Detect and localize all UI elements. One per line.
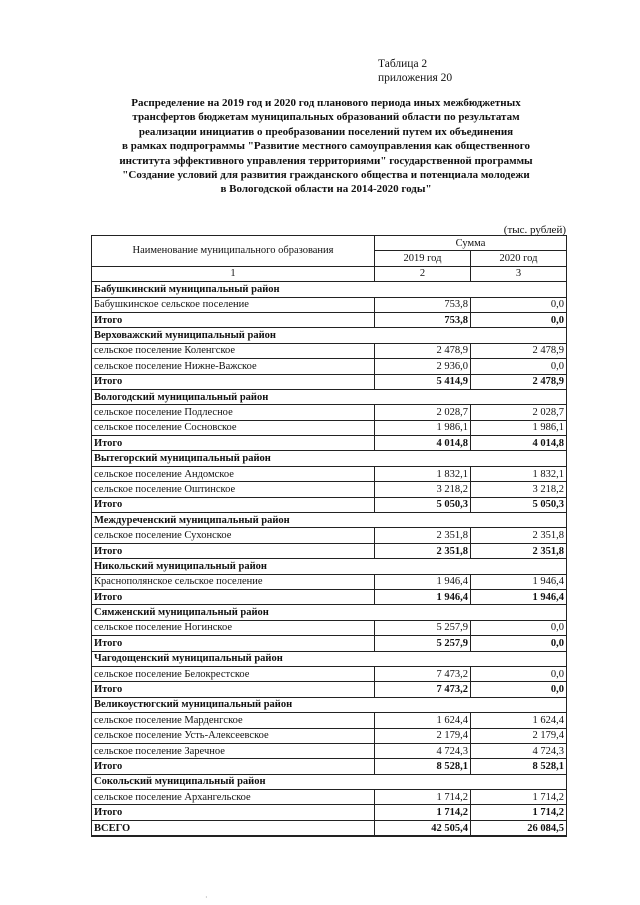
settlement-row: [92, 713, 567, 728]
title-line: института эффективного управления территориями" государственной программы: [119, 154, 533, 167]
amount-2019: 753,8: [375, 297, 471, 312]
total-2020: 5 050,3: [471, 497, 567, 512]
total-label: Итого: [92, 497, 375, 512]
table-body: [92, 282, 567, 837]
total-2020: 2 478,9: [471, 374, 567, 389]
settlement-row: [92, 728, 567, 743]
settlement-name: сельское поселение Сосновское: [92, 420, 375, 435]
settlement-name: сельское поселение Усть-Алексеевское: [92, 728, 375, 743]
total-2019: 7 473,2: [375, 682, 471, 697]
grand-total-2019: 42 505,4: [375, 820, 471, 836]
amount-2019: 1 714,2: [375, 790, 471, 805]
total-label: Итого: [92, 543, 375, 558]
header-row-1: [92, 236, 567, 251]
total-2019: 1 946,4: [375, 589, 471, 604]
amount-2020: 0,0: [471, 666, 567, 681]
settlement-row: [92, 482, 567, 497]
header-year-2020: 2020 год: [471, 251, 567, 266]
district-name: Вытегорский муниципальный район: [92, 451, 567, 466]
header-sum-cell: Сумма: [375, 236, 567, 251]
settlement-name: сельское поселение Оштинское: [92, 482, 375, 497]
district-row: [92, 774, 567, 789]
settlement-row: [92, 297, 567, 312]
total-2019: 5 257,9: [375, 636, 471, 651]
amount-2020: 0,0: [471, 620, 567, 635]
settlement-row: [92, 466, 567, 481]
district-name: Бабушкинский муниципальный район: [92, 282, 567, 297]
district-row: [92, 697, 567, 712]
district-row: [92, 605, 567, 620]
total-2020: 2 351,8: [471, 543, 567, 558]
amount-2019: 2 936,0: [375, 359, 471, 374]
district-row: [92, 513, 567, 528]
amount-2020: 1 946,4: [471, 574, 567, 589]
district-name: Чагодощенский муниципальный район: [92, 651, 567, 666]
settlement-row: [92, 343, 567, 358]
amount-2020: 1 624,4: [471, 713, 567, 728]
amount-2020: 2 179,4: [471, 728, 567, 743]
column-number-3: 3: [471, 266, 567, 281]
district-total-row: [92, 589, 567, 604]
title-line: реализации инициатив о преобразовании поселений путем их объединения: [138, 125, 514, 138]
total-2019: 2 351,8: [375, 543, 471, 558]
title-line: трансфертов бюджетам муниципальных образований области по результатам: [132, 111, 520, 124]
total-2019: 753,8: [375, 312, 471, 327]
total-2020: 1 946,4: [471, 589, 567, 604]
total-2019: 5 414,9: [375, 374, 471, 389]
document-title: [86, 96, 566, 197]
amount-2019: 5 257,9: [375, 620, 471, 635]
settlement-row: [92, 359, 567, 374]
settlement-name: сельское поселение Белокрестское: [92, 666, 375, 681]
total-label: Итого: [92, 682, 375, 697]
total-2020: 0,0: [471, 312, 567, 327]
grand-total-2020: 26 084,5: [471, 820, 567, 836]
settlement-row: [92, 420, 567, 435]
amount-2019: 2 179,4: [375, 728, 471, 743]
amount-2020: 1 986,1: [471, 420, 567, 435]
total-label: Итого: [92, 636, 375, 651]
column-number-1: 1: [92, 266, 375, 281]
settlement-name: сельское поселение Заречное: [92, 743, 375, 758]
amount-2020: 3 218,2: [471, 482, 567, 497]
settlement-name: сельское поселение Архангельское: [92, 790, 375, 805]
settlement-row: [92, 790, 567, 805]
settlement-row: [92, 666, 567, 681]
amount-2020: 1 832,1: [471, 466, 567, 481]
units-note: (тыс. рублей): [503, 224, 566, 236]
district-total-row: [92, 682, 567, 697]
settlement-name: сельское поселение Андомское: [92, 466, 375, 481]
total-2020: 8 528,1: [471, 759, 567, 774]
amount-2020: 0,0: [471, 297, 567, 312]
amount-2019: 1 946,4: [375, 574, 471, 589]
district-total-row: [92, 636, 567, 651]
district-total-row: [92, 805, 567, 820]
district-name: Великоустюгский муниципальный район: [92, 697, 567, 712]
amount-2019: 1 986,1: [375, 420, 471, 435]
total-label: Итого: [92, 805, 375, 820]
amount-2020: 2 028,7: [471, 405, 567, 420]
amount-2019: 2 351,8: [375, 528, 471, 543]
settlement-row: [92, 405, 567, 420]
settlement-name: сельское поселение Ногинское: [92, 620, 375, 635]
settlement-name: сельское поселение Коленгское: [92, 343, 375, 358]
total-label: Итого: [92, 312, 375, 327]
district-total-row: [92, 497, 567, 512]
amount-2020: 2 478,9: [471, 343, 567, 358]
district-total-row: [92, 312, 567, 327]
settlement-row: [92, 743, 567, 758]
district-name: Никольский муниципальный район: [92, 559, 567, 574]
settlement-name: Бабушкинское сельское поселение: [92, 297, 375, 312]
caption-table-number: Таблица 2: [378, 58, 428, 70]
total-2019: 1 714,2: [375, 805, 471, 820]
district-name: Сямженский муниципальный район: [92, 605, 567, 620]
total-label: Итого: [92, 436, 375, 451]
amount-2020: 4 724,3: [471, 743, 567, 758]
district-row: [92, 651, 567, 666]
grand-total-label: ВСЕГО: [92, 820, 375, 836]
settlement-row: [92, 620, 567, 635]
grand-total-row: [92, 820, 567, 836]
district-name: Верховажский муниципальный район: [92, 328, 567, 343]
amount-2019: 2 478,9: [375, 343, 471, 358]
amount-2019: 1 832,1: [375, 466, 471, 481]
total-2019: 8 528,1: [375, 759, 471, 774]
district-row: [92, 389, 567, 404]
amount-2020: 1 714,2: [471, 790, 567, 805]
title-line: в Вологодской области на 2014-2020 годы": [220, 183, 432, 196]
amount-2020: 0,0: [471, 359, 567, 374]
district-total-row: [92, 374, 567, 389]
district-row: [92, 451, 567, 466]
settlement-name: сельское поселение Сухонское: [92, 528, 375, 543]
total-2019: 4 014,8: [375, 436, 471, 451]
district-total-row: [92, 436, 567, 451]
amount-2019: 3 218,2: [375, 482, 471, 497]
settlement-name: сельское поселение Подлесное: [92, 405, 375, 420]
transfers-table: [91, 235, 567, 837]
district-name: Междуреченский муниципальный район: [92, 513, 567, 528]
amount-2020: 2 351,8: [471, 528, 567, 543]
district-row: [92, 282, 567, 297]
amount-2019: 2 028,7: [375, 405, 471, 420]
scan-artifact: ·: [205, 893, 208, 902]
amount-2019: 1 624,4: [375, 713, 471, 728]
total-2020: 4 014,8: [471, 436, 567, 451]
settlement-row: [92, 574, 567, 589]
title-line: Распределение на 2019 год и 2020 год планового периода иных межбюджетных: [131, 97, 521, 109]
caption-appendix: приложения 20: [378, 72, 453, 84]
district-name: Сокольский муниципальный район: [92, 774, 567, 789]
settlement-name: Краснополянское сельское поселение: [92, 574, 375, 589]
settlement-name: сельское поселение Марденгское: [92, 713, 375, 728]
column-number-2: 2: [375, 266, 471, 281]
total-2020: 0,0: [471, 636, 567, 651]
title-line: в рамках подпрограммы "Развитие местного самоуправления как общественного: [122, 140, 530, 153]
total-2019: 5 050,3: [375, 497, 471, 512]
total-label: Итого: [92, 759, 375, 774]
total-label: Итого: [92, 374, 375, 389]
table-caption: [378, 57, 452, 85]
header-row-numbers: [92, 266, 567, 281]
district-row: [92, 559, 567, 574]
district-total-row: [92, 543, 567, 558]
title-line: "Создание условий для развития гражданского общества и потенциала молодежи: [122, 169, 530, 182]
settlement-row: [92, 528, 567, 543]
district-row: [92, 328, 567, 343]
total-2020: 1 714,2: [471, 805, 567, 820]
district-total-row: [92, 759, 567, 774]
amount-2019: 4 724,3: [375, 743, 471, 758]
header-name-cell: Наименование муниципального образования: [92, 236, 375, 267]
district-name: Вологодский муниципальный район: [92, 389, 567, 404]
settlement-name: сельское поселение Нижне-Важское: [92, 359, 375, 374]
amount-2019: 7 473,2: [375, 666, 471, 681]
total-2020: 0,0: [471, 682, 567, 697]
header-year-2019: 2019 год: [375, 251, 471, 266]
total-label: Итого: [92, 589, 375, 604]
